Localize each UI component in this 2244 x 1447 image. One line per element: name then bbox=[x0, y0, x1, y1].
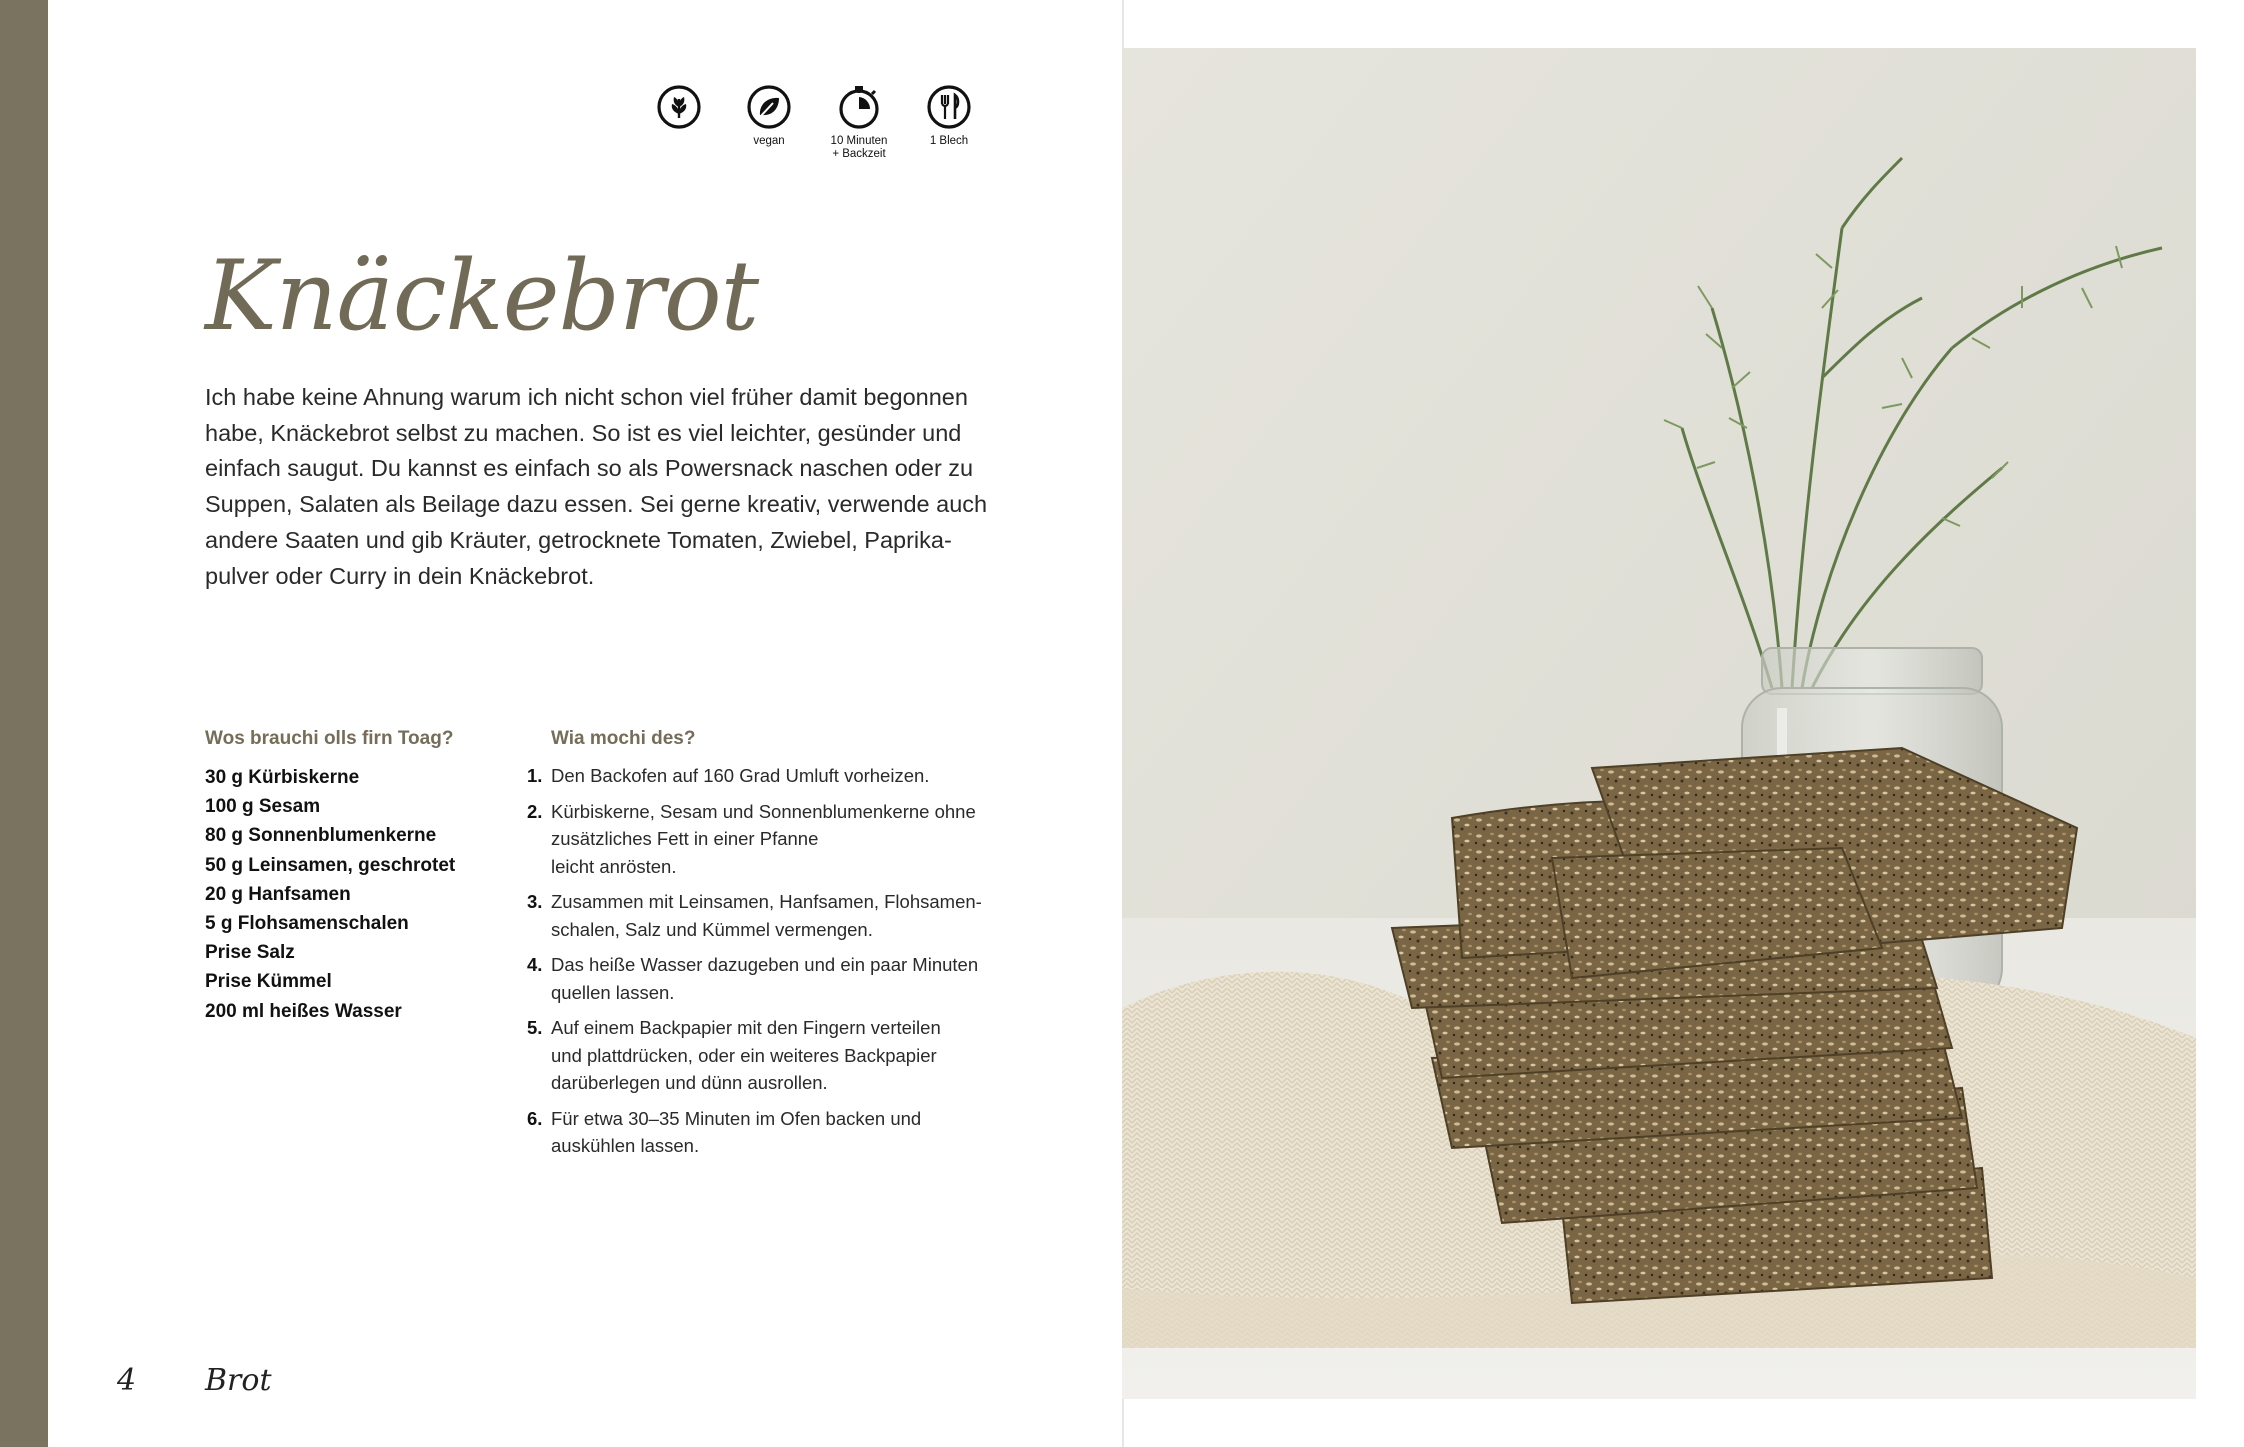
ingredient-item: 100 g Sesam bbox=[205, 796, 321, 818]
ingredients-list bbox=[205, 763, 455, 1026]
ingredient-item: 30 g Kürbiskerne bbox=[205, 767, 360, 788]
ingredients-heading: Wos brauchi olls firn Toag? bbox=[205, 728, 454, 749]
step-text: Zusammen mit Leinsamen, Hanfsamen, Flohsamen- schalen, Salz und Kümmel vermengen. bbox=[551, 891, 982, 940]
step-text: Kürbiskerne, Sesam und Sonnenblumenkerne ohne zusätzliches Fett in einer Pfanne leicht anrösten. bbox=[551, 800, 976, 877]
ingredient-item: 80 g Sonnenblumenkerne bbox=[205, 825, 437, 847]
page-spine-bar bbox=[0, 0, 48, 1447]
recipe-photo bbox=[1122, 48, 2196, 1399]
cutlery-icon bbox=[926, 84, 972, 130]
icon-caption: vegan bbox=[753, 135, 785, 147]
recipe-title: Knäckebrot bbox=[205, 240, 759, 352]
step-item bbox=[527, 762, 997, 790]
step-item bbox=[527, 1014, 997, 1097]
step-text: Für etwa 30–35 Minuten im Ofen backen und auskühlen lassen. bbox=[551, 1107, 922, 1156]
step-text: Den Backofen auf 160 Grad Umluft vorheizen. bbox=[551, 765, 930, 786]
step-item bbox=[527, 1105, 997, 1160]
info-grain bbox=[634, 84, 724, 161]
ingredient-item: Prise Kümmel bbox=[205, 971, 332, 993]
info-time bbox=[814, 84, 904, 161]
info-servings bbox=[904, 84, 994, 161]
icon-caption: 1 Blech bbox=[929, 135, 969, 147]
step-number: 4. bbox=[527, 954, 543, 975]
section-name: Brot bbox=[205, 1363, 272, 1398]
step-item bbox=[527, 888, 997, 943]
step-number: 3. bbox=[527, 891, 543, 912]
crispbread-photo-illustration bbox=[1122, 48, 2196, 1399]
step-number: 6. bbox=[527, 1107, 543, 1129]
timer-icon bbox=[836, 84, 882, 130]
step-text: Das heiße Wasser dazugeben und ein paar Minuten quellen lassen. bbox=[551, 954, 979, 1003]
steps-list bbox=[527, 762, 997, 1168]
recipe-intro: Ich habe keine Ahnung warum ich nicht schon viel früher damit begonnen habe, Knäckebrot selbst zu machen. So ist es viel leichter, gesünder und einfach saugut. Du kannst es einfach so als Powersnack naschen oder zu Suppen, Salaten als Beilage dazu essen. Sei gerne kreativ, verwende auch andere Saaten und gib Kräuter, getrocknete Tomaten, Zwiebel, Paprika-pulver oder Curry in dein Knäckebrot. bbox=[205, 384, 988, 589]
ingredient-item: 20 g Hanfsamen bbox=[205, 883, 351, 905]
steps-heading: Wia mochi des? bbox=[551, 728, 696, 749]
recipe-info-icons bbox=[634, 84, 994, 161]
ingredient-item: 5 g Flohsamenschalen bbox=[205, 913, 409, 935]
ingredient-item: 50 g Leinsamen, geschrotet bbox=[205, 854, 456, 876]
ingredient-item: 200 ml heißes Wasser bbox=[205, 1000, 402, 1022]
step-number: 2. bbox=[527, 800, 543, 822]
icon-caption: 10 Minuten + Backzeit bbox=[830, 135, 888, 160]
step-number: 1. bbox=[527, 765, 543, 786]
info-vegan bbox=[724, 84, 814, 161]
ingredient-item: Prise Salz bbox=[205, 942, 295, 964]
page-number: 4 bbox=[117, 1363, 137, 1398]
step-item bbox=[527, 798, 997, 881]
leaf-icon bbox=[746, 84, 792, 130]
step-item bbox=[527, 951, 997, 1006]
left-page bbox=[48, 0, 1122, 1447]
grain-icon bbox=[656, 84, 702, 130]
step-number: 5. bbox=[527, 1017, 543, 1038]
step-text: Auf einem Backpapier mit den Fingern verteilen und plattdrücken, oder ein weiteres Backpapier darüberlegen und dünn ausrollen. bbox=[551, 1017, 941, 1093]
